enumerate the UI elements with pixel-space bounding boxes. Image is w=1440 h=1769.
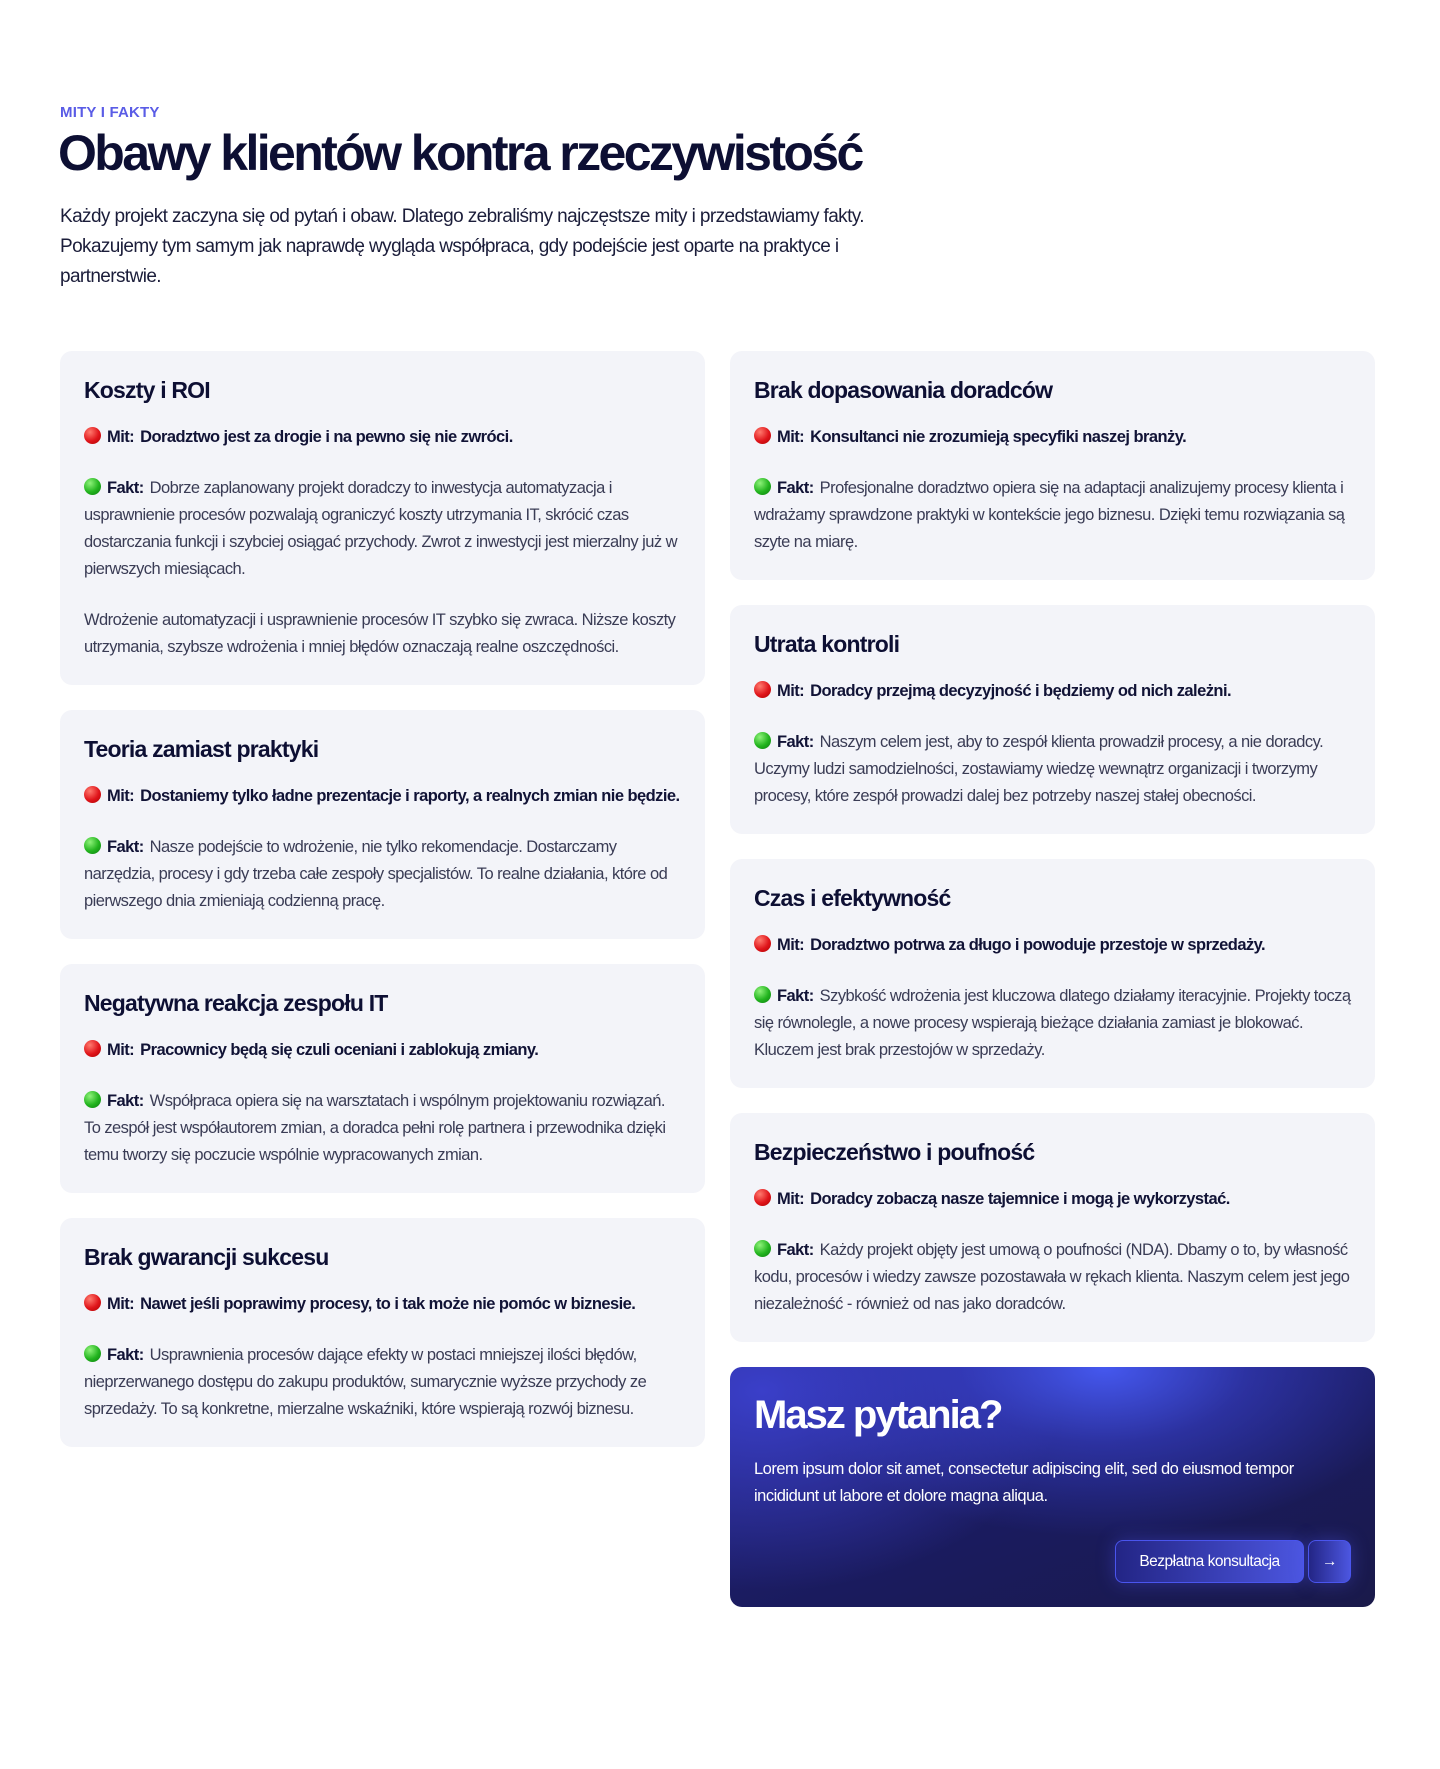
red-circle-icon: [754, 427, 771, 444]
myth-text: Konsultanci nie zrozumieją specyfiki naszej branży.: [810, 428, 1187, 446]
green-circle-icon: [754, 1240, 771, 1257]
eyebrow: MITY I FAKTY: [60, 104, 160, 121]
fact-text: Każdy projekt objęty jest umową o poufności (NDA). Dbamy o to, by własność kodu, procesów i wiedzy zawsze pozostawała w rękach klienta. Naszym celem jest jego niezależność - również od nas jako doradców.: [754, 1241, 1350, 1313]
card-title: Koszty i ROI: [84, 377, 210, 403]
myth-row: [84, 783, 681, 810]
fact-row: [84, 1088, 681, 1169]
green-circle-icon: [84, 837, 101, 854]
card-title: Negatywna reakcja zespołu IT: [84, 990, 388, 1016]
green-circle-icon: [754, 986, 771, 1003]
myth-label: Mit:: [107, 1041, 135, 1059]
myth-label: Mit:: [107, 787, 135, 805]
cta-text: Lorem ipsum dolor sit amet, consectetur adipiscing elit, sed do eiusmod tempor incididunt ut labore et dolore magna aliqua.: [754, 1460, 1294, 1505]
fact-row: [754, 729, 1351, 810]
myth-row: [754, 424, 1351, 451]
myth-label: Mit:: [777, 428, 805, 446]
red-circle-icon: [754, 1189, 771, 1206]
fact-label: Fakt:: [777, 733, 814, 751]
fact-row: [84, 834, 681, 915]
fact-row: [84, 475, 681, 583]
fact-label: Fakt:: [777, 987, 814, 1005]
card-title: Utrata kontroli: [754, 631, 900, 657]
green-circle-icon: [84, 1345, 101, 1362]
fact-text: Dobrze zaplanowany projekt doradczy to inwestycja automatyzacja i usprawnienie procesów pozwalają ograniczyć koszty utrzymania IT, skrócić czas dostarczania funkcji i szybciej osiągać przychody. Zwrot z inwestycji jest mierzalny już w pierwszych miesiącach.: [84, 479, 678, 578]
cta-title: Masz pytania?: [754, 1393, 1002, 1437]
right-column: [730, 351, 1375, 1607]
arrow-right-button[interactable]: [1308, 1540, 1351, 1583]
fact-label: Fakt:: [777, 479, 814, 497]
myth-fact-card: [60, 710, 705, 939]
fact-label: Fakt:: [107, 479, 144, 497]
intro-text: Każdy projekt zaczyna się od pytań i obaw. Dlatego zebraliśmy najczęstsze mity i przedstawiamy fakty. Pokazujemy tym samym jak naprawdę wygląda współpraca, gdy podejście jest oparte na praktyce i partnerstwie.: [60, 206, 864, 287]
card-title: Teoria zamiast praktyki: [84, 736, 319, 762]
fact-row: [754, 983, 1351, 1064]
page-title: Obawy klientów kontra rzeczywistość: [58, 125, 862, 181]
card-title: Brak gwarancji sukcesu: [84, 1244, 329, 1270]
card-title: Bezpieczeństwo i poufność: [754, 1139, 1035, 1165]
myth-text: Dostaniemy tylko ładne prezentacje i raporty, a realnych zmian nie będzie.: [140, 787, 680, 805]
myth-text: Doradztwo potrwa za długo i powoduje przestoje w sprzedaży.: [810, 936, 1266, 954]
myth-text: Doradztwo jest za drogie i na pewno się nie zwróci.: [140, 428, 513, 446]
green-circle-icon: [754, 732, 771, 749]
fact-text: Nasze podejście to wdrożenie, nie tylko rekomendacje. Dostarczamy narzędzia, procesy i gdy trzeba całe zespoły specjalistów. To realne działania, które od pierwszego dnia zmieniają codzienną pracę.: [84, 838, 668, 910]
myth-row: [84, 1037, 681, 1064]
free-consultation-button[interactable]: Bezpłatna konsultacja: [1115, 1540, 1304, 1583]
fact-text: Usprawnienia procesów dające efekty w postaci mniejszej ilości błędów, nieprzerwanego dostępu do zakupu produktów, sumarycznie wyższe przychody ze sprzedaży. To są konkretne, mierzalne wskaźniki, które wspierają rozwój biznesu.: [84, 1346, 647, 1418]
card-title: Brak dopasowania doradców: [754, 377, 1053, 403]
myth-label: Mit:: [107, 428, 135, 446]
fact-label: Fakt:: [777, 1241, 814, 1259]
fact-row: [84, 1342, 681, 1423]
red-circle-icon: [84, 1040, 101, 1057]
myth-text: Doradcy przejmą decyzyjność i będziemy od nich zależni.: [810, 682, 1232, 700]
myth-label: Mit:: [777, 1190, 805, 1208]
card-title: Czas i efektywność: [754, 885, 951, 911]
myth-row: [754, 932, 1351, 959]
fact-text: Szybkość wdrożenia jest kluczowa dlatego działamy iteracyjnie. Projekty toczą się równolegle, a nowe procesy wspierają bieżące działania zamiast je blokować. Kluczem jest brak przestojów w sprzedaży.: [754, 987, 1351, 1059]
fact-label: Fakt:: [107, 838, 144, 856]
fact-text: Naszym celem jest, aby to zespół klienta prowadził procesy, a nie doradcy. Uczymy ludzi samodzielności, zostawiamy wiedzę wewnątrz organizacji i tworzymy procesy, które zespół prowadzi dalej bez potrzeby naszej stałej obecności.: [754, 733, 1324, 805]
fact-row: [754, 1237, 1351, 1318]
fact-row: [754, 475, 1351, 556]
arrow-right-icon: →: [1322, 1552, 1337, 1570]
myth-label: Mit:: [107, 1295, 135, 1313]
myth-fact-card: [730, 859, 1375, 1088]
myth-text: Doradcy zobaczą nasze tajemnice i mogą je wykorzystać.: [810, 1190, 1230, 1208]
green-circle-icon: [84, 1091, 101, 1108]
fact-text: Współpraca opiera się na warsztatach i wspólnym projektowaniu rozwiązań. To zespół jest współautorem zmian, a doradca pełni rolę partnera i przewodnika dzięki temu tworzy się poczucie wspólnie wypracowanych zmian.: [84, 1092, 666, 1164]
myth-fact-card: [730, 605, 1375, 834]
red-circle-icon: [754, 681, 771, 698]
green-circle-icon: [84, 478, 101, 495]
myth-text: Nawet jeśli poprawimy procesy, to i tak może nie pomóc w biznesie.: [140, 1295, 636, 1313]
red-circle-icon: [84, 427, 101, 444]
myth-row: [754, 678, 1351, 705]
cta-card: [730, 1367, 1375, 1607]
red-circle-icon: [84, 786, 101, 803]
fact-text: Profesjonalne doradztwo opiera się na adaptacji analizujemy procesy klienta i wdrażamy sprawdzone praktyki w kontekście jego biznesu. Dzięki temu rozwiązania są szyte na miarę.: [754, 479, 1345, 551]
left-column: [60, 351, 705, 1447]
fact-label: Fakt:: [107, 1092, 144, 1110]
extra-text: Wdrożenie automatyzacji i usprawnienie procesów IT szybko się zwraca. Niższe koszty utrzymania, szybsze wdrożenia i mniej błędów oznaczają realne oszczędności.: [84, 611, 676, 656]
red-circle-icon: [84, 1294, 101, 1311]
red-circle-icon: [754, 935, 771, 952]
green-circle-icon: [754, 478, 771, 495]
myth-text: Pracownicy będą się czuli oceniani i zablokują zmiany.: [140, 1041, 539, 1059]
myth-row: [84, 1291, 681, 1318]
myth-row: [754, 1186, 1351, 1213]
myth-label: Mit:: [777, 682, 805, 700]
myth-fact-card: [60, 1218, 705, 1447]
myth-fact-card: [60, 351, 705, 685]
myth-row: [84, 424, 681, 451]
myth-label: Mit:: [777, 936, 805, 954]
myth-fact-card: [730, 1113, 1375, 1342]
myth-fact-card: [730, 351, 1375, 580]
fact-label: Fakt:: [107, 1346, 144, 1364]
myth-fact-card: [60, 964, 705, 1193]
